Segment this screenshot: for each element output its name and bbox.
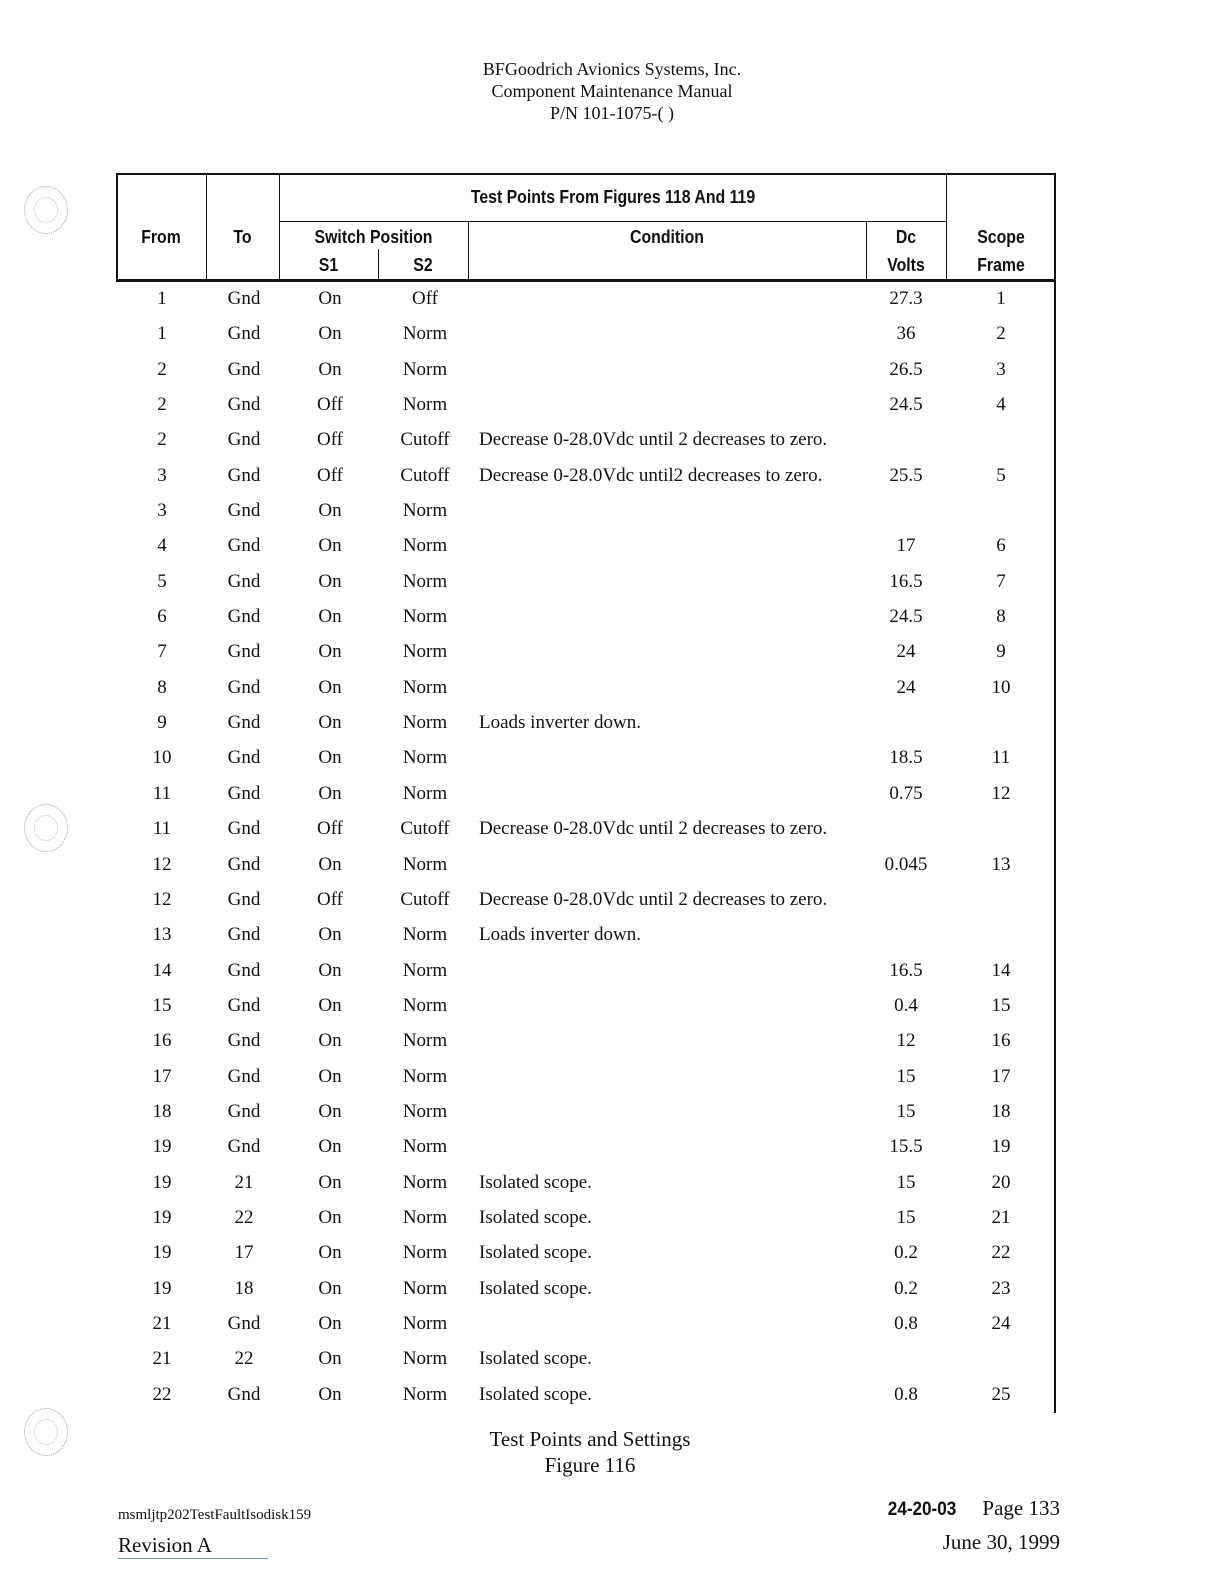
cell-to: Gnd: [227, 429, 261, 451]
table-row: [116, 919, 1056, 954]
cell-condition: Loads inverter down.: [479, 924, 641, 946]
cell-condition: Decrease 0-28.0Vdc until 2 decreases to zero.: [479, 818, 828, 840]
cell-scope-frame: 22: [991, 1242, 1011, 1264]
cell-scope-frame: 21: [991, 1206, 1011, 1228]
cell-condition: Decrease 0-28.0Vdc until 2 decreases to zero.: [479, 429, 828, 451]
cell-scope-frame: 2: [996, 323, 1006, 345]
cell-condition: Isolated scope.: [479, 1277, 592, 1299]
cell-from: 21: [152, 1312, 172, 1334]
cell-to: Gnd: [227, 1383, 261, 1405]
cell-from: 2: [157, 358, 167, 380]
cell-s2: Norm: [402, 1277, 448, 1299]
col-divider: [946, 173, 947, 281]
cell-from: 21: [152, 1348, 172, 1370]
table-row: [116, 990, 1056, 1025]
cell-from: 13: [152, 924, 172, 946]
cell-s2: Norm: [402, 570, 448, 592]
col-divider: [279, 173, 280, 281]
cell-s1: Off: [316, 394, 344, 416]
cell-s2: Cutoff: [400, 429, 450, 451]
cell-s2: Norm: [402, 712, 448, 734]
cell-s1: Off: [316, 464, 344, 486]
revision-date: June 30, 1999: [942, 1530, 1060, 1554]
cell-to: Gnd: [227, 924, 261, 946]
cell-s2: Norm: [402, 747, 448, 769]
punch-hole-mark: [24, 1408, 68, 1456]
col-divider: [468, 221, 469, 281]
cell-to: Gnd: [227, 782, 261, 804]
cell-s2: Cutoff: [400, 818, 450, 840]
page-header: [0, 58, 1224, 124]
cell-s2: Norm: [402, 358, 448, 380]
cell-s1: Off: [316, 888, 344, 910]
cell-dc-volts: 15: [896, 1065, 916, 1087]
cell-dc-volts: 16.5: [889, 570, 923, 592]
cell-s1: On: [318, 959, 342, 981]
cell-s1: On: [318, 747, 342, 769]
col-header-s1: S1: [318, 255, 339, 275]
cell-dc-volts: 24: [896, 676, 916, 698]
cell-s2: Norm: [402, 853, 448, 875]
cell-dc-volts: 12: [896, 1030, 916, 1052]
footer-rule: [118, 1558, 268, 1559]
cell-to: Gnd: [227, 1100, 261, 1122]
cell-from: 6: [157, 606, 167, 628]
cell-s2: Norm: [402, 1171, 448, 1193]
table-row: [116, 955, 1056, 990]
cell-s1: On: [318, 1383, 342, 1405]
cell-dc-volts: 15: [896, 1100, 916, 1122]
caption-title: Test Points and Settings: [489, 1427, 691, 1451]
cell-dc-volts: 16.5: [889, 959, 923, 981]
part-number: P/N 101-1075-( ): [550, 103, 674, 123]
cell-from: 1: [157, 288, 167, 309]
cell-to: Gnd: [227, 641, 261, 663]
cell-scope-frame: 20: [991, 1171, 1011, 1193]
cell-s2: Norm: [402, 782, 448, 804]
footer-left: [118, 1500, 311, 1560]
company-name: BFGoodrich Avionics Systems, Inc.: [482, 59, 742, 79]
cell-scope-frame: 4: [996, 394, 1006, 416]
cell-dc-volts: 15.5: [889, 1136, 923, 1158]
col-header-volts: Volts: [887, 255, 925, 275]
cell-to: Gnd: [227, 358, 261, 380]
table-row: [116, 318, 1056, 353]
cell-to: 21: [234, 1171, 254, 1193]
doc-number: 24-20-03: [888, 1499, 957, 1520]
cell-s1: On: [318, 676, 342, 698]
cell-s2: Norm: [402, 959, 448, 981]
cell-s2: Norm: [402, 641, 448, 663]
cell-dc-volts: 24: [896, 641, 916, 663]
cell-scope-frame: 18: [991, 1100, 1011, 1122]
cell-scope-frame: 15: [991, 994, 1011, 1016]
cell-from: 19: [152, 1206, 172, 1228]
cell-s1: On: [318, 1242, 342, 1264]
cell-from: 12: [152, 853, 172, 875]
cell-from: 11: [152, 818, 172, 840]
cell-dc-volts: 0.045: [884, 853, 928, 875]
table-left-border: [116, 173, 118, 281]
manual-title: Component Maintenance Manual: [491, 81, 733, 101]
cell-s1: On: [318, 782, 342, 804]
cell-scope-frame: 14: [991, 959, 1011, 981]
footer-right: [884, 1492, 1060, 1558]
cell-s2: Norm: [402, 500, 448, 522]
col-header-s2: S2: [413, 255, 433, 275]
cell-dc-volts: 25.5: [889, 464, 923, 486]
cell-s2: Off: [411, 288, 439, 309]
cell-s2: Norm: [402, 676, 448, 698]
cell-dc-volts: 0.8: [894, 1312, 918, 1334]
cell-s1: On: [318, 606, 342, 628]
table-row: [116, 778, 1056, 813]
cell-from: 4: [157, 535, 167, 557]
cell-scope-frame: 19: [991, 1136, 1011, 1158]
table-row: [116, 354, 1056, 389]
col-divider: [378, 249, 379, 281]
cell-scope-frame: 5: [996, 464, 1006, 486]
cell-s2: Norm: [402, 1242, 448, 1264]
cell-s2: Cutoff: [400, 464, 450, 486]
cell-to: Gnd: [227, 853, 261, 875]
cell-s2: Norm: [402, 535, 448, 557]
cell-s1: On: [318, 1277, 342, 1299]
table-row: [116, 601, 1056, 636]
cell-from: 19: [152, 1277, 172, 1299]
cell-condition: Isolated scope.: [479, 1242, 592, 1264]
table-row: [116, 1273, 1056, 1308]
cell-s2: Norm: [402, 323, 448, 345]
cell-s1: On: [318, 288, 342, 309]
cell-dc-volts: 18.5: [889, 747, 923, 769]
cell-dc-volts: 24.5: [889, 606, 923, 628]
cell-s1: On: [318, 1030, 342, 1052]
cell-scope-frame: 24: [991, 1312, 1011, 1334]
cell-from: 22: [152, 1383, 172, 1405]
col-header-scope: Scope: [977, 227, 1025, 247]
punch-hole-mark: [24, 186, 68, 234]
cell-from: 12: [152, 888, 172, 910]
cell-scope-frame: 17: [991, 1065, 1011, 1087]
cell-to: 18: [234, 1277, 254, 1299]
cell-to: Gnd: [227, 676, 261, 698]
cell-s2: Norm: [402, 1312, 448, 1334]
cell-s2: Norm: [402, 924, 448, 946]
cell-to: Gnd: [227, 323, 261, 345]
cell-s1: On: [318, 535, 342, 557]
cell-scope-frame: 9: [996, 641, 1006, 663]
file-name: msmljtp202TestFaultIsodisk159: [118, 1507, 312, 1523]
cell-dc-volts: 26.5: [889, 358, 923, 380]
cell-to: Gnd: [227, 1030, 261, 1052]
cell-dc-volts: 0.2: [894, 1242, 918, 1264]
cell-s1: Off: [316, 429, 344, 451]
cell-to: 22: [234, 1206, 254, 1228]
cell-to: Gnd: [227, 1312, 261, 1334]
cell-s2: Norm: [402, 994, 448, 1016]
cell-to: Gnd: [227, 464, 261, 486]
cell-s1: On: [318, 358, 342, 380]
table-row: [116, 389, 1056, 424]
cell-s1: On: [318, 323, 342, 345]
cell-scope-frame: 12: [991, 782, 1011, 804]
table-row: [116, 460, 1056, 495]
table-row: [116, 1343, 1056, 1378]
cell-to: Gnd: [227, 994, 261, 1016]
cell-to: Gnd: [227, 535, 261, 557]
cell-s2: Norm: [402, 1100, 448, 1122]
figure-caption: [390, 1426, 790, 1478]
revision: Revision A: [118, 1533, 212, 1557]
table-row: [116, 813, 1056, 848]
table-row: [116, 424, 1056, 459]
cell-s2: Norm: [402, 1206, 448, 1228]
cell-to: Gnd: [227, 288, 261, 309]
cell-scope-frame: 11: [991, 747, 1011, 769]
table-row: [116, 283, 1056, 318]
table-row: [116, 495, 1056, 530]
cell-s1: On: [318, 1100, 342, 1122]
cell-to: Gnd: [227, 959, 261, 981]
table-row: [116, 707, 1056, 742]
table-row: [116, 530, 1056, 565]
cell-s1: On: [318, 1348, 342, 1370]
cell-condition: Isolated scope.: [479, 1348, 592, 1370]
cell-s1: On: [318, 1171, 342, 1193]
cell-dc-volts: 0.8: [894, 1383, 918, 1405]
cell-scope-frame: 3: [996, 358, 1006, 380]
table-row: [116, 1096, 1056, 1131]
cell-scope-frame: 6: [996, 535, 1006, 557]
cell-from: 8: [157, 676, 167, 698]
cell-s1: On: [318, 924, 342, 946]
cell-dc-volts: 24.5: [889, 394, 923, 416]
table-row: [116, 1061, 1056, 1096]
col-header-dc: Dc: [895, 227, 917, 247]
cell-to: Gnd: [227, 500, 261, 522]
cell-from: 17: [152, 1065, 172, 1087]
col-header-switch: Switch Position: [314, 227, 433, 247]
table-row: [116, 884, 1056, 919]
cell-s2: Cutoff: [400, 888, 450, 910]
cell-dc-volts: 15: [896, 1206, 916, 1228]
cell-s2: Norm: [402, 1030, 448, 1052]
group-title-rule: [279, 221, 947, 222]
cell-s1: On: [318, 570, 342, 592]
cell-scope-frame: 13: [991, 853, 1011, 875]
cell-to: 22: [234, 1348, 254, 1370]
col-header-condition: Condition: [630, 227, 704, 247]
col-divider: [866, 221, 867, 281]
col-header-frame: Frame: [977, 255, 1025, 275]
cell-scope-frame: 16: [991, 1030, 1011, 1052]
cell-from: 9: [157, 712, 167, 734]
cell-condition: Decrease 0-28.0Vdc until 2 decreases to zero.: [479, 888, 828, 910]
cell-from: 1: [157, 323, 167, 345]
cell-condition: Isolated scope.: [479, 1206, 592, 1228]
cell-s1: On: [318, 994, 342, 1016]
cell-to: Gnd: [227, 394, 261, 416]
cell-s1: On: [318, 853, 342, 875]
table-row: [116, 1025, 1056, 1060]
cell-s2: Norm: [402, 1383, 448, 1405]
cell-scope-frame: 1: [996, 288, 1006, 309]
cell-s2: Norm: [402, 1348, 448, 1370]
cell-from: 19: [152, 1242, 172, 1264]
cell-condition: Isolated scope.: [479, 1383, 592, 1405]
cell-to: Gnd: [227, 570, 261, 592]
cell-to: Gnd: [227, 888, 261, 910]
cell-dc-volts: 36: [896, 323, 916, 345]
cell-dc-volts: 17: [896, 535, 916, 557]
cell-scope-frame: 25: [991, 1383, 1011, 1405]
cell-to: Gnd: [227, 747, 261, 769]
cell-condition: Loads inverter down.: [479, 712, 641, 734]
cell-s2: Norm: [402, 606, 448, 628]
cell-s1: On: [318, 1206, 342, 1228]
cell-s1: On: [318, 712, 342, 734]
cell-from: 16: [152, 1030, 172, 1052]
page-number: Page 133: [982, 1496, 1060, 1520]
cell-s1: On: [318, 641, 342, 663]
cell-dc-volts: 0.4: [894, 994, 918, 1016]
cell-from: 15: [152, 994, 172, 1016]
cell-from: 7: [157, 641, 167, 663]
cell-to: Gnd: [227, 1136, 261, 1158]
cell-from: 3: [157, 500, 167, 522]
punch-hole-mark: [24, 804, 68, 852]
col-header-from: From: [141, 227, 181, 247]
cell-condition: Decrease 0-28.0Vdc until2 decreases to zero.: [479, 464, 823, 486]
cell-to: 17: [234, 1242, 254, 1264]
table-row: [116, 1131, 1056, 1166]
cell-dc-volts: 0.75: [889, 782, 923, 804]
table-row: [116, 636, 1056, 671]
cell-s1: Off: [316, 818, 344, 840]
cell-from: 2: [157, 394, 167, 416]
cell-from: 18: [152, 1100, 172, 1122]
cell-s2: Norm: [402, 394, 448, 416]
cell-s1: On: [318, 1136, 342, 1158]
table-row: [116, 672, 1056, 707]
cell-from: 19: [152, 1171, 172, 1193]
cell-from: 11: [152, 782, 172, 804]
table-top-border: [116, 173, 1056, 175]
cell-from: 2: [157, 429, 167, 451]
cell-s1: On: [318, 1312, 342, 1334]
table-row: [116, 1167, 1056, 1202]
table-row: [116, 566, 1056, 601]
cell-from: 10: [152, 747, 172, 769]
cell-dc-volts: 0.2: [894, 1277, 918, 1299]
cell-from: 19: [152, 1136, 172, 1158]
cell-to: Gnd: [227, 712, 261, 734]
cell-s1: On: [318, 500, 342, 522]
table-row: [116, 1237, 1056, 1272]
cell-s1: On: [318, 1065, 342, 1087]
cell-scope-frame: 7: [996, 570, 1006, 592]
cell-from: 14: [152, 959, 172, 981]
caption-figure: Figure 116: [544, 1453, 636, 1477]
table-row: [116, 742, 1056, 777]
table-row: [116, 1379, 1056, 1414]
cell-dc-volts: 15: [896, 1171, 916, 1193]
cell-s2: Norm: [402, 1136, 448, 1158]
table-row: [116, 1202, 1056, 1237]
cell-condition: Isolated scope.: [479, 1171, 592, 1193]
cell-to: Gnd: [227, 1065, 261, 1087]
cell-scope-frame: 8: [996, 606, 1006, 628]
col-divider: [206, 173, 207, 281]
col-header-to: To: [233, 227, 252, 247]
cell-scope-frame: 23: [991, 1277, 1011, 1299]
group-title: Test Points From Figures 118 And 119: [470, 187, 756, 207]
cell-dc-volts: 27.3: [889, 288, 923, 309]
cell-s2: Norm: [402, 1065, 448, 1087]
table-body: [116, 283, 1056, 1414]
cell-from: 3: [157, 464, 167, 486]
cell-from: 5: [157, 570, 167, 592]
cell-to: Gnd: [227, 606, 261, 628]
header-bottom-rule: [116, 279, 1056, 282]
cell-to: Gnd: [227, 818, 261, 840]
table-row: [116, 1308, 1056, 1343]
table-row: [116, 849, 1056, 884]
cell-scope-frame: 10: [991, 676, 1011, 698]
